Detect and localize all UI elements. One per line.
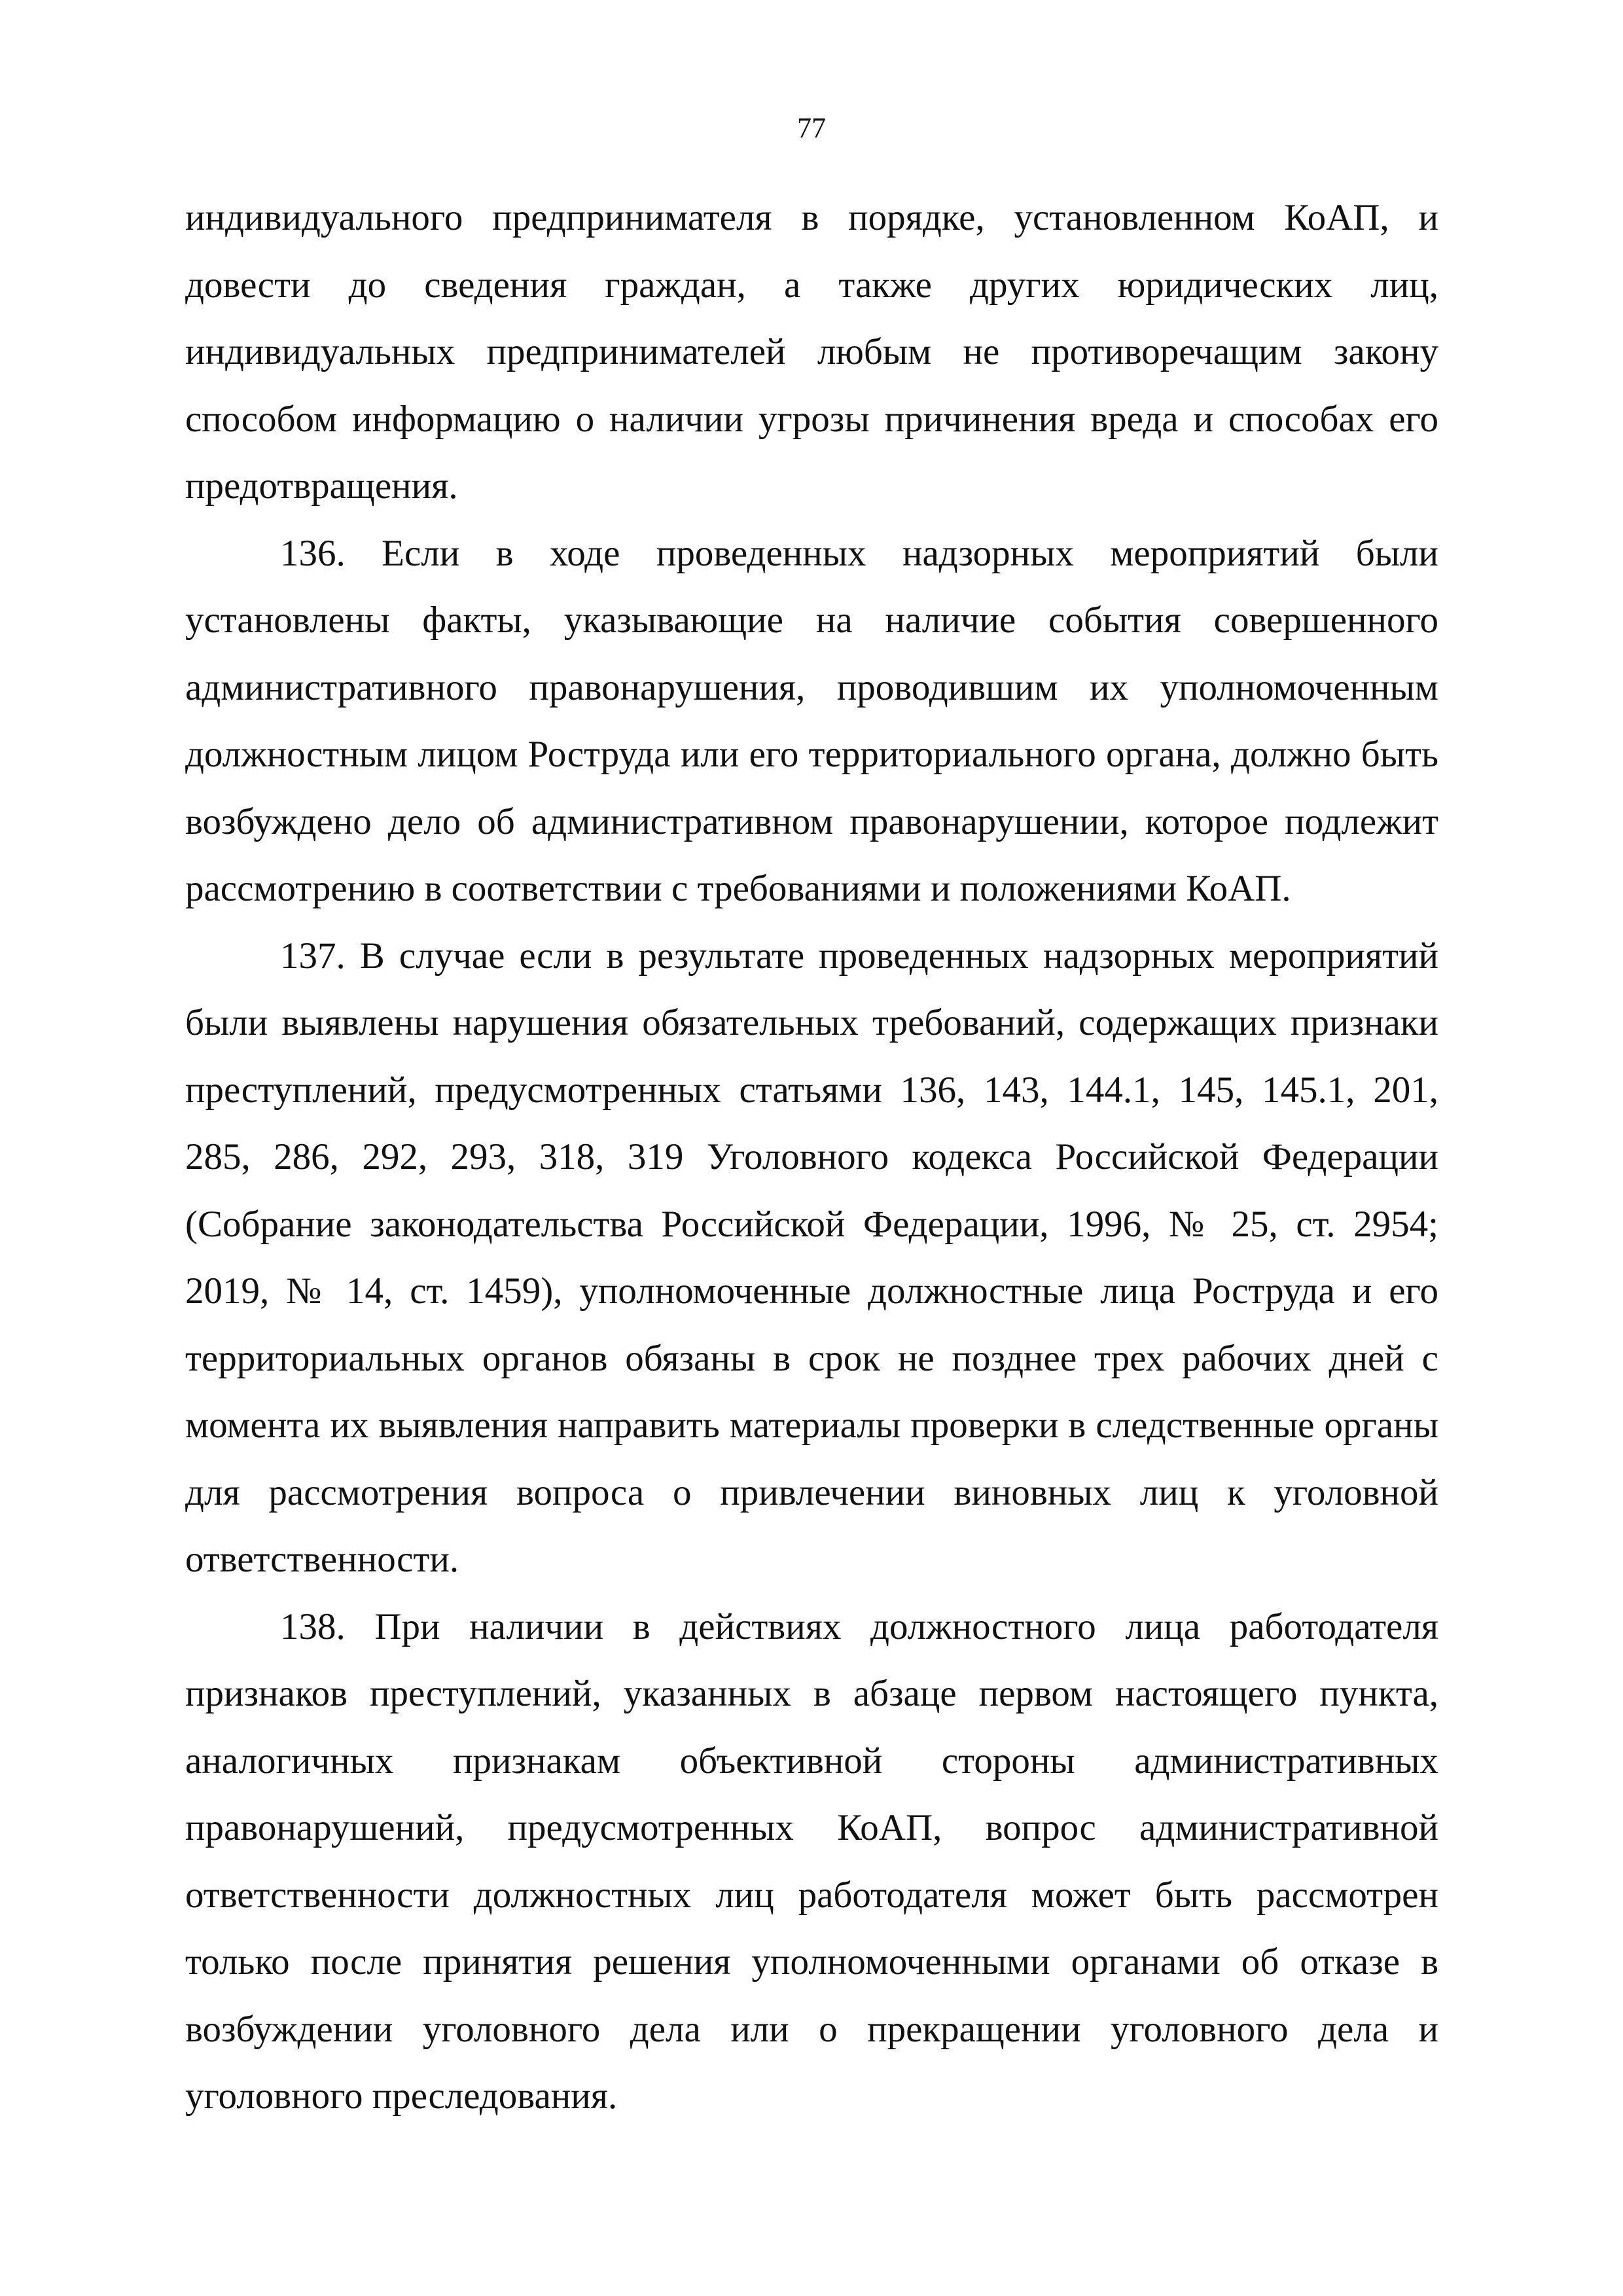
paragraph-item-136: 136. Если в ходе проведенных надзорных мероприятий были установлены факты, указывающие на наличие события совершенного административного правонарушения, проводившим их уполномоченным должностным лицом Роструда или его территориального органа, должно быть возбуждено дело об административном правонарушении, которое подлежит рассмотрению в соответствии с требованиями и положениями КоАП. <box>185 532 1438 909</box>
paragraph-item-138: 138. При наличии в действиях должностного лица работодателя признаков преступлений, указанных в абзаце первом настоящего пункта, аналогичных признакам объективной стороны административных правонарушений, предусмотренных КоАП, вопрос административной ответственности должностных лиц работодателя может быть рассмотрен только после принятия решения уполномоченными органами об отказе в возбуждении уголовного дела или о прекращении уголовного дела и уголовного преследования. <box>185 1605 1438 2117</box>
page-number: 77 <box>797 112 826 144</box>
paragraph-continuation: индивидуального предпринимателя в порядке, установленном КоАП, и довести до сведения граждан, а также других юридических лиц, индивидуальных предпринимателей любым не противоречащим закону способом информацию о наличии угрозы причинения вреда и способах его предотвращения. <box>185 197 1438 507</box>
document-body <box>185 185 1438 2130</box>
paragraph-item-137: 137. В случае если в результате проведенных надзорных мероприятий были выявлены нарушения обязательных требований, содержащих признаки преступлений, предусмотренных статьями 136, 143, 144.1, 145, 145.1, 201, 285, 286, 292, 293, 318, 319 Уголовного кодекса Российской Федерации (Собрание законодательства Российской Федерации, 1996, № 25, ст. 2954; 2019, № 14, ст. 1459), уполномоченные должностные лица Роструда и его территориальных органов обязаны в срок не позднее трех рабочих дней с момента их выявления направить материалы проверки в следственные органы для рассмотрения вопроса о привлечении виновных лиц к уголовной ответственности. <box>185 935 1438 1580</box>
